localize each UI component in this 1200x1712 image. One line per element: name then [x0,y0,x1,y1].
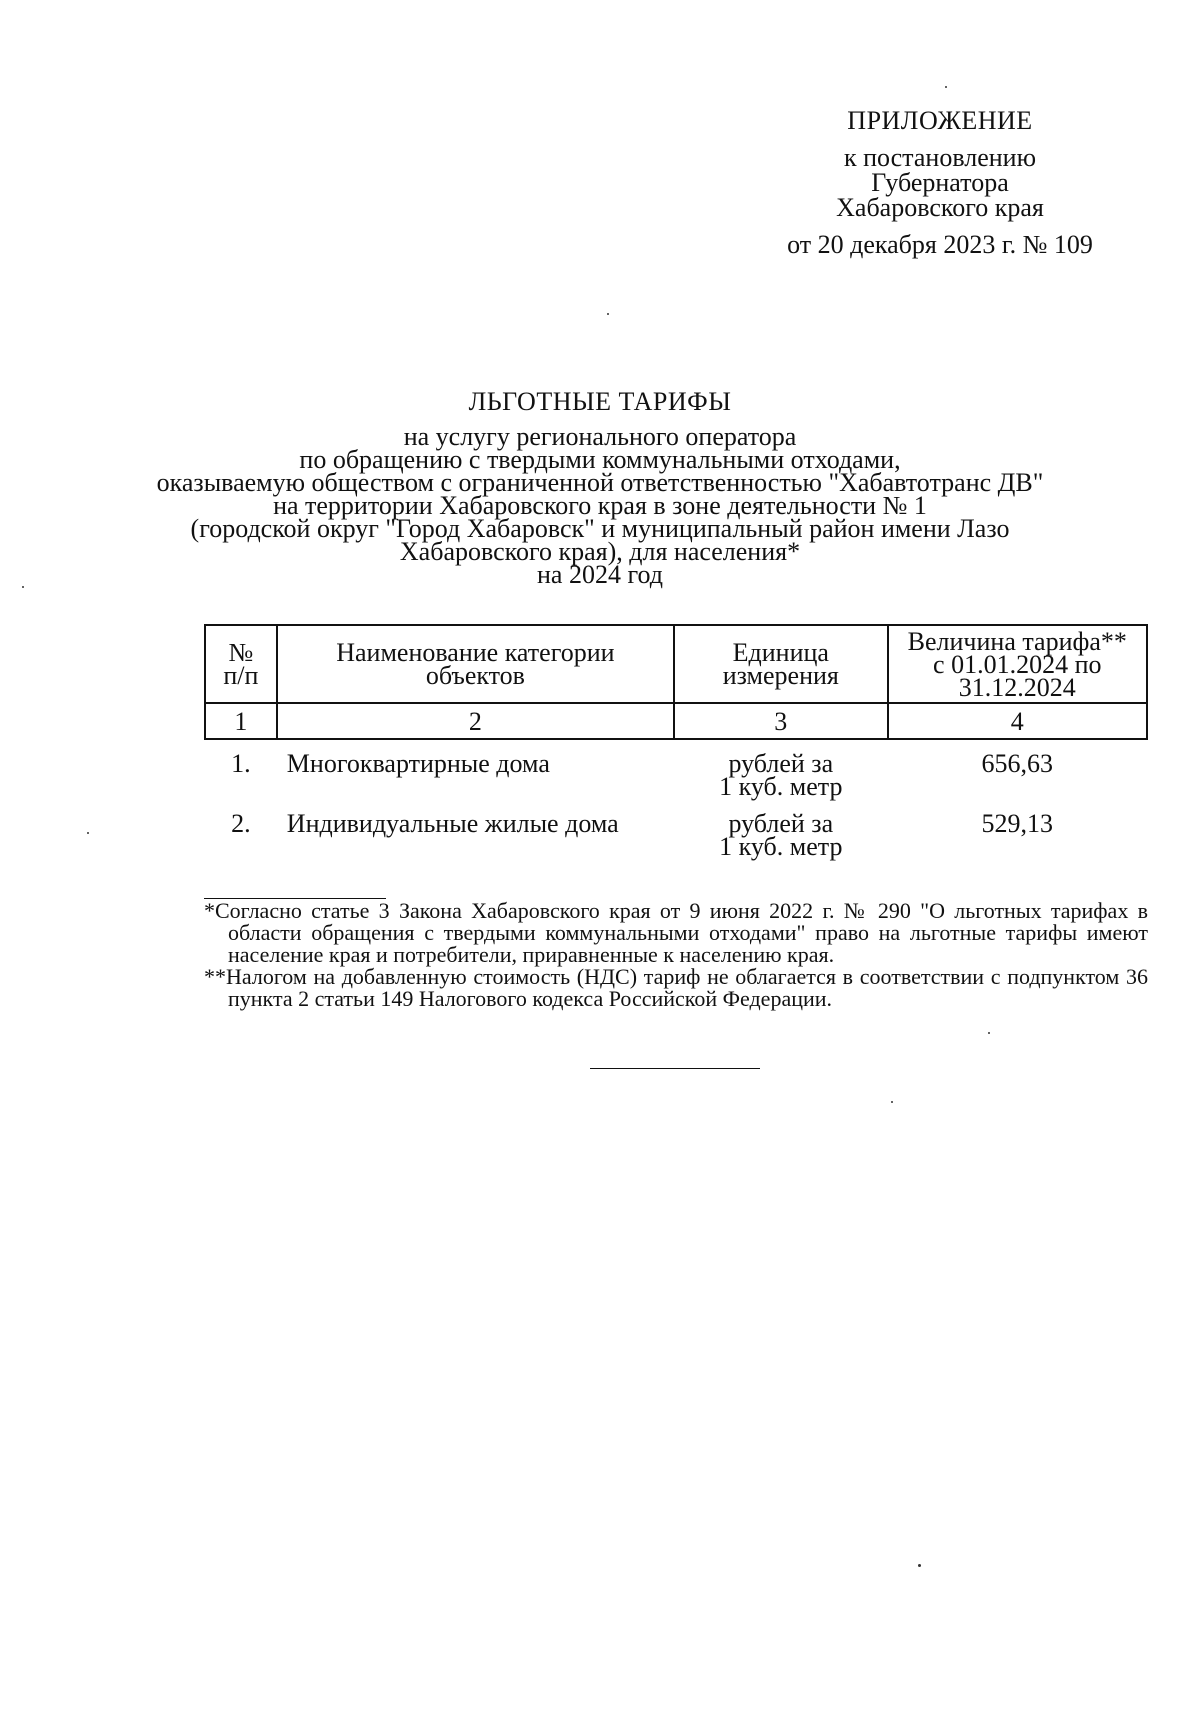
scan-speck [607,313,609,315]
column-number: 4 [888,703,1147,739]
subtitle-line: Хабаровского края), для населения* [399,537,801,566]
appendix-block [760,108,1120,257]
header-tariff: Величина тарифа** с 01.01.2024 по 31.12.2024 [888,625,1147,703]
footnote: *Согласно статье 3 Закона Хабаровского края от 9 июня 2022 г. № 290 "О льготных тарифах в области обращения с твердыми коммунальными отходами" право на льготные тарифы имеют население края и потребители, приравненные к населению края. [204,898,1148,967]
header-category: Наименование категории объектов [277,625,674,703]
subtitle-line: на услугу регионального оператора [403,422,797,451]
scan-speck [891,1101,893,1103]
subtitle-line: на 2024 год [537,560,663,589]
footnotes [204,900,1148,1010]
scan-speck [945,86,947,88]
appendix-line: к постановлению [843,143,1037,172]
header-number: № п/п [205,625,277,703]
row-category: Индивидуальные жилые дома [286,809,619,838]
scan-speck [988,1032,990,1034]
appendix-line: Губернатора [871,168,1009,197]
scan-speck [918,1564,921,1567]
tariff-table [204,624,1148,860]
appendix-line: Хабаровского края [836,193,1044,222]
row-category: Многоквартирные дома [286,749,550,778]
row-unit: рублей за 1 куб. метр [719,749,843,801]
table-row [205,800,1147,860]
table-row [205,739,1147,800]
header-unit: Единица измерения [674,625,888,703]
appendix-title: ПРИЛОЖЕНИЕ [847,106,1033,135]
subtitle-line: на территории Хабаровского края в зоне деятельности № 1 [273,491,927,520]
title-block [150,387,1050,589]
column-number: 2 [277,703,674,739]
column-number: 1 [205,703,277,739]
scan-speck [87,832,89,834]
scan-speck [22,586,24,588]
subtitle-line: оказываемую обществом с ограниченной ответственностью "Хабавтотранс ДВ" [156,468,1044,497]
column-number: 3 [674,703,888,739]
row-value: 656,63 [981,749,1054,778]
row-number: 1. [231,749,251,778]
end-divider [590,1068,760,1069]
document-title: ЛЬГОТНЫЕ ТАРИФЫ [468,387,732,416]
footnote: **Налогом на добавленную стоимость (НДС) тариф не облагается в соответствии с подпунктом 36 пункта 2 статьи 149 Налогового кодекса Российской Федерации. [204,964,1148,1011]
subtitle-line: по обращению с твердыми коммунальными отходами, [299,445,901,474]
subtitle-line: (городской округ "Город Хабаровск" и муниципальный район имени Лазо [190,514,1010,543]
appendix-date: от 20 декабря 2023 г. № 109 [787,230,1093,259]
row-unit: рублей за 1 куб. метр [719,809,843,861]
row-value: 529,13 [981,809,1054,838]
column-number-row [205,703,1147,739]
row-number: 2. [231,809,251,838]
table-header-row [205,625,1147,703]
